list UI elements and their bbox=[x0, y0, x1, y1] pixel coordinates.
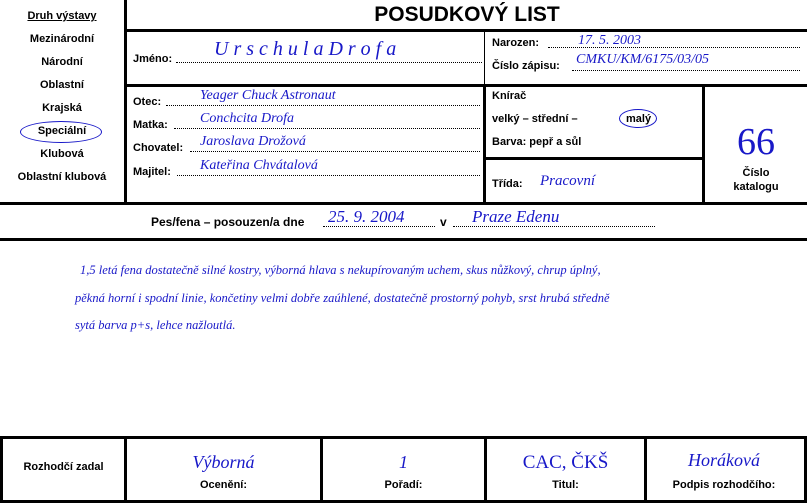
poradi-value[interactable]: 1 bbox=[399, 452, 408, 472]
rozhodci-label: Rozhodčí zadal bbox=[23, 461, 104, 473]
narozen-value[interactable]: 17. 5. 2003 bbox=[578, 33, 641, 48]
judged-date[interactable]: 25. 9. 2004 bbox=[328, 207, 405, 226]
jmeno-dots bbox=[176, 62, 482, 63]
sidebar-item-narodni[interactable]: Národní bbox=[41, 56, 83, 68]
barva-label: Barva: pepř a sůl bbox=[492, 136, 582, 148]
assessment-line-3: sytá barva p+s, lehce nažloutlá. bbox=[75, 318, 236, 332]
narozen-label: Narozen: bbox=[492, 37, 540, 49]
sidebar-item-klubova[interactable]: Klubová bbox=[40, 148, 84, 160]
trida-value[interactable]: Pracovní bbox=[540, 173, 595, 189]
cislo-zapisu-value[interactable]: CMKU/KM/6175/03/05 bbox=[576, 52, 710, 67]
size-selected[interactable]: malý bbox=[626, 113, 652, 125]
matka-label: Matka: bbox=[133, 119, 168, 131]
oceneni-value[interactable]: Výborná bbox=[192, 452, 255, 472]
chovatel-label: Chovatel: bbox=[133, 142, 184, 154]
sidebar-item-krajska[interactable]: Krajská bbox=[42, 102, 82, 114]
sidebar-item-oblastni-klubova[interactable]: Oblastní klubová bbox=[17, 171, 107, 183]
otec-value[interactable]: Yeager Chuck Astronaut bbox=[200, 88, 336, 103]
size-options: velký – střední – bbox=[492, 113, 578, 125]
titul-value[interactable]: CAC, ČKŠ bbox=[522, 452, 609, 473]
assessment-line-1: 1,5 letá fena dostatečně silné kostry, výborná hlava s nekupírovaným uchem, skus nůžkový, chrup úplný, bbox=[80, 263, 601, 277]
pedigree-divider bbox=[483, 87, 486, 202]
podpis-value[interactable]: Horáková bbox=[688, 450, 760, 470]
class-divider bbox=[486, 157, 702, 160]
matka-dots bbox=[174, 128, 480, 129]
majitel-value[interactable]: Kateřina Chvátalová bbox=[200, 158, 318, 173]
sidebar-item-mezinarodni[interactable]: Mezinárodní bbox=[29, 33, 95, 45]
page-title: POSUDKOVÝ LIST bbox=[374, 3, 560, 26]
selection-circle-specialni bbox=[20, 121, 102, 143]
otec-label: Otec: bbox=[133, 96, 162, 108]
sidebar-heading: Druh výstavy bbox=[27, 10, 97, 22]
majitel-label: Majitel: bbox=[133, 166, 171, 178]
poradi-label: Pořadí: bbox=[384, 479, 423, 491]
matka-value[interactable]: Conchcita Drofa bbox=[200, 111, 294, 126]
judged-label: Pes/fena – posouzen/a dne bbox=[151, 215, 305, 229]
chovatel-dots bbox=[190, 151, 480, 152]
selection-circle-size bbox=[619, 109, 657, 128]
chovatel-value[interactable]: Jaroslava Drožová bbox=[200, 134, 306, 149]
knirac-label: Knírač bbox=[492, 90, 527, 102]
cislo-zapisu-dots bbox=[572, 70, 800, 71]
oceneni-label: Ocenění: bbox=[199, 479, 248, 491]
sidebar-item-oblastni[interactable]: Oblastní bbox=[39, 79, 84, 91]
judged-place[interactable]: Praze Edenu bbox=[472, 207, 560, 226]
catalog-label-2: katalogu bbox=[733, 181, 779, 193]
cislo-zapisu-label: Číslo zápisu: bbox=[492, 60, 560, 72]
podpis-label: Podpis rozhodčího: bbox=[672, 479, 776, 491]
title-underline bbox=[124, 29, 807, 32]
judged-row-bottom bbox=[0, 238, 807, 241]
titul-label: Titul: bbox=[552, 479, 579, 491]
trida-label: Třída: bbox=[492, 178, 523, 190]
catalog-number[interactable]: 66 bbox=[737, 121, 775, 163]
name-birth-divider bbox=[484, 32, 485, 84]
majitel-dots bbox=[177, 175, 480, 176]
header-bottom bbox=[0, 202, 807, 205]
catalog-label-1: Číslo bbox=[742, 167, 770, 179]
otec-dots bbox=[166, 105, 480, 106]
jmeno-label: Jméno: bbox=[133, 53, 173, 65]
assessment-line-2: pěkná horní i spodní linie, končetiny velmi dobře zaúhlené, dostatečně prostorný pohyb, srst hrubá středně bbox=[75, 291, 610, 305]
jmeno-value[interactable]: U r s c h u l a D r o f a bbox=[214, 38, 397, 60]
sidebar-item-specialni[interactable]: Speciální bbox=[37, 125, 87, 137]
judged-in-label: v bbox=[440, 215, 447, 229]
